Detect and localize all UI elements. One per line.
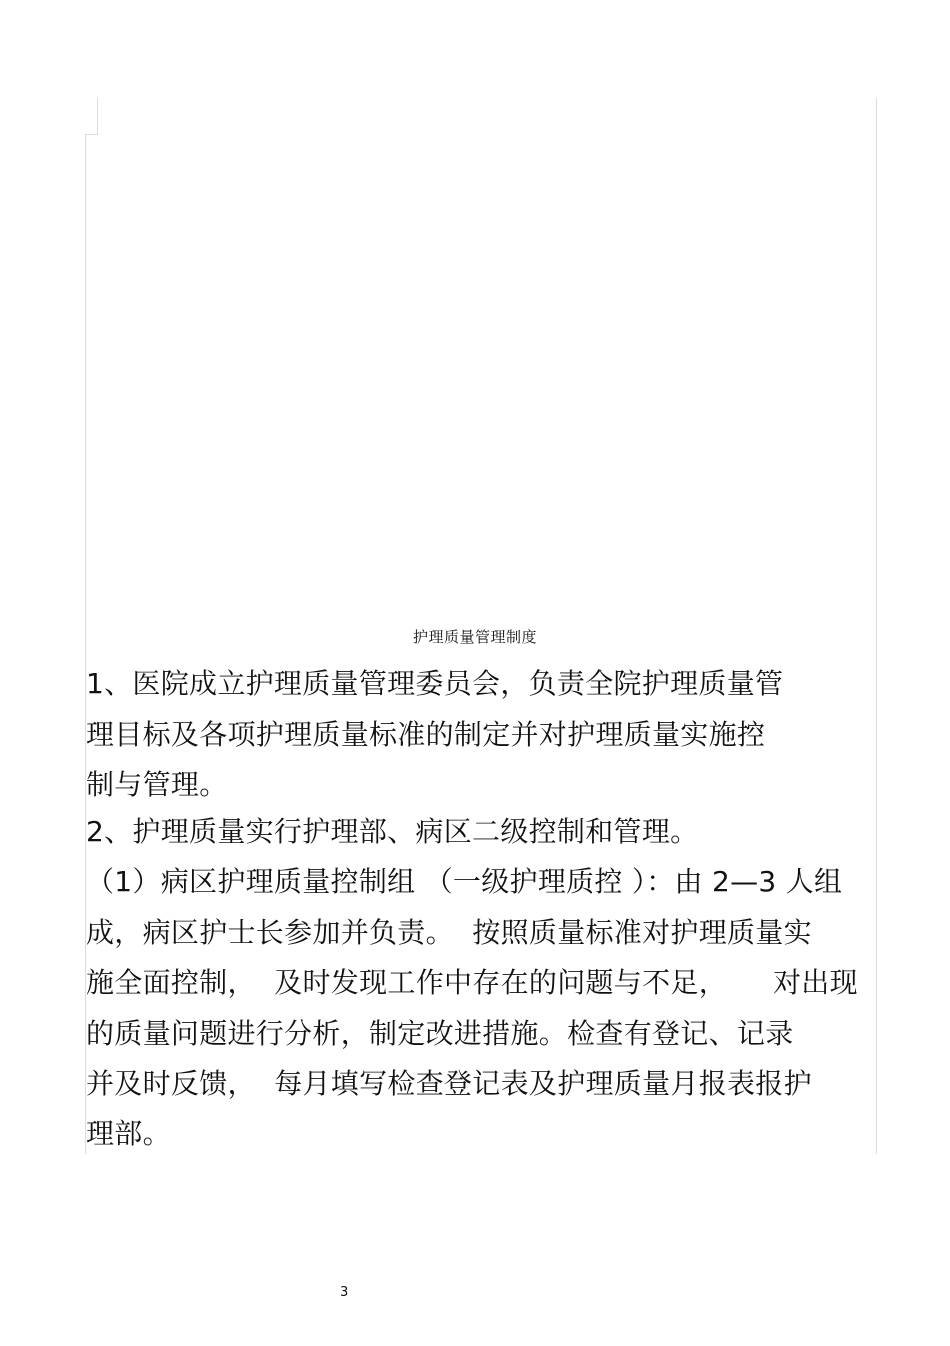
body-line-10: 理部。	[86, 1117, 171, 1150]
body-line-7: 施全面控制， 及时发现工作中存在的问题与不足， 对出现	[86, 966, 858, 999]
body-line-6: 成，病区护士长参加并负责。 按照质量标准对护理质量实	[86, 916, 812, 949]
body-line-3: 制与管理。	[86, 768, 228, 801]
body-line-9: 并及时反馈， 每月填写检查登记表及护理质量月报表报护	[86, 1067, 812, 1100]
body-line-5: （1）病区护理质量控制组 （一级护理质控 ）：由 2—3 人组	[86, 865, 843, 898]
crop-mark-vertical	[97, 98, 98, 135]
body-line-4: 2、护理质量实行护理部、病区二级控制和管理。	[86, 815, 699, 848]
document-title: 护理质量管理制度	[412, 628, 537, 646]
body-line-8: 的质量问题进行分析，制定改进措施。检查有登记、记录	[86, 1017, 794, 1050]
page-number: 3	[340, 1285, 349, 1300]
crop-mark-horizontal	[85, 134, 98, 135]
body-line-1: 1、医院成立护理质量管理委员会，负责全院护理质量管	[86, 667, 784, 700]
body-line-2: 理目标及各项护理质量标准的制定并对护理质量实施控	[86, 718, 766, 751]
